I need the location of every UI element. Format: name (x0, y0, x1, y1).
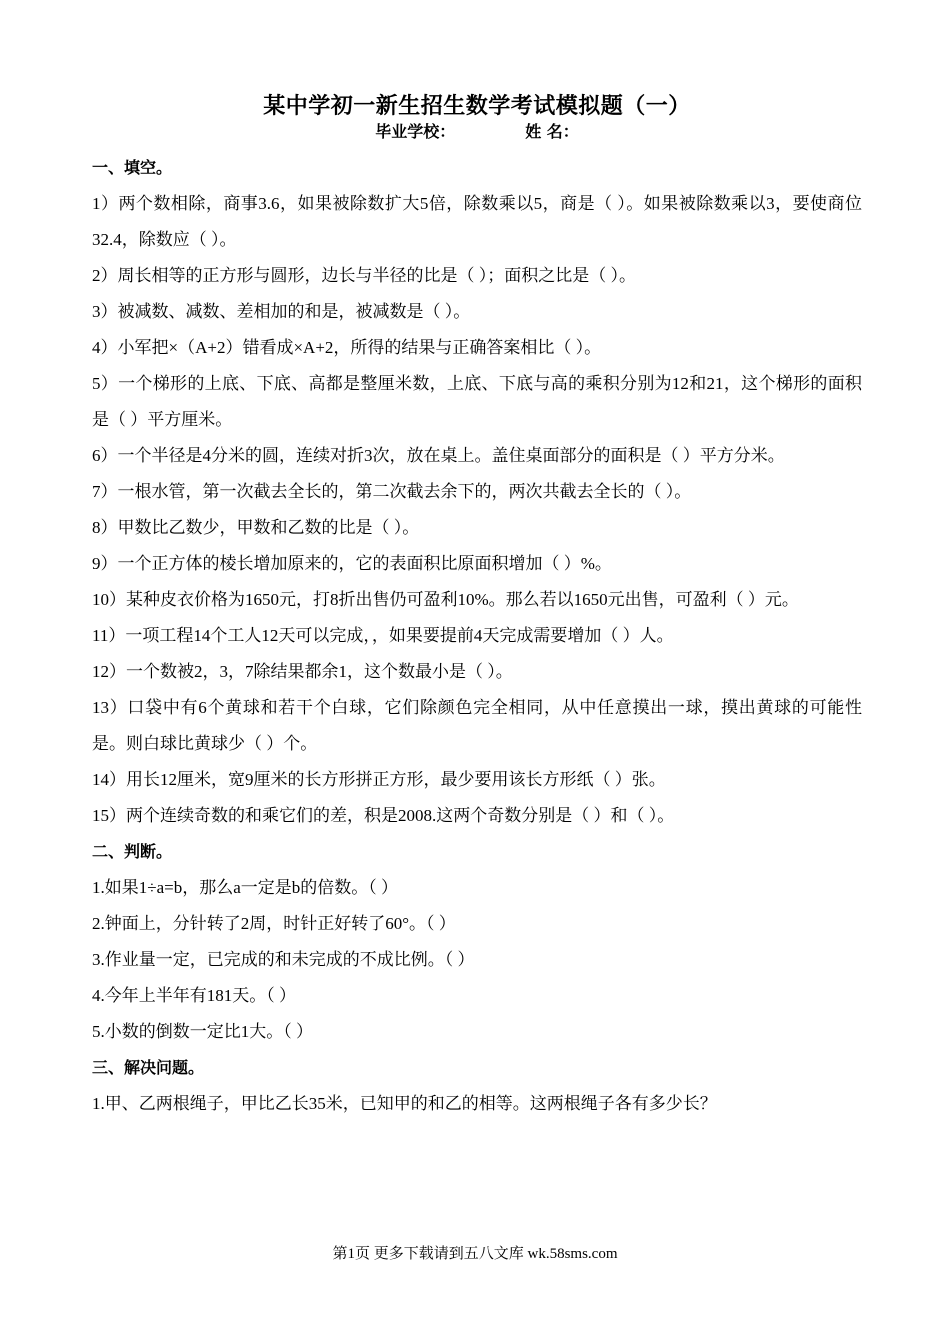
question-item: 11）一项工程14个工人12天可以完成，，如果要提前4天完成需要增加（ ）人。 (92, 626, 674, 645)
problem-item: 1.甲、乙两根绳子，甲比乙长35米，已知甲的和乙的相等。这两根绳子各有多少长？ (92, 1094, 717, 1113)
judgement-item: 1.如果1÷a=b，那么a一定是b的倍数。（ ） (92, 878, 399, 897)
judgement-item: 2.钟面上，分针转了2周，时针正好转了60°。（ ） (92, 914, 456, 933)
question-item: 1）两个数相除，商事3.6，如果被除数扩大5倍，除数乘以5，商是（ ）。如果被除数乘以3，要使商位32.4，除数应（ ）。 (92, 194, 862, 249)
page-footer: 第1页 更多下载请到五八文库 wk.58sms.com (332, 1246, 618, 1262)
judgement-item: 3.作业量一定，已完成的和未完成的不成比例。（ ） (92, 950, 475, 969)
question-item: 4）小军把×（A+2）错看成×A+2，所得的结果与正确答案相比（ ）。 (92, 338, 602, 357)
judgement-item: 5.小数的倒数一定比1大。（ ） (92, 1022, 313, 1041)
document-page (92, 92, 862, 1122)
question-item: 7）一根水管，第一次截去全长的，第二次截去余下的，两次共截去全长的（ ）。 (92, 482, 692, 501)
school-label: 毕业学校： (375, 122, 456, 141)
question-item: 5）一个梯形的上底、下底、高都是整厘米数，上底、下底与高的乘积分别为12和21，这个梯形的面积是（ ）平方厘米。 (92, 374, 862, 429)
page-title: 某中学初一新生招生数学考试模拟题（一） (263, 94, 691, 119)
question-item: 3）被减数、减数、差相加的和是，被减数是（ ）。 (92, 302, 471, 321)
section-heading-fill-blank: 一、填空。 (92, 158, 173, 177)
name-label: 姓 名： (525, 122, 579, 141)
judgement-item: 4.今年上半年有181天。（ ） (92, 986, 296, 1005)
question-item: 14）用长12厘米，宽9厘米的长方形拼正方形，最少要用该长方形纸（ ）张。 (92, 770, 666, 789)
section-heading-problem-solving: 三、解决问题。 (92, 1058, 205, 1077)
student-info-line (92, 122, 862, 142)
question-item: 12）一个数被2，3，7除结果都余1，这个数最小是（ ）。 (92, 662, 513, 681)
question-item: 2）周长相等的正方形与圆形，边长与半径的比是（ ）；面积之比是（ ）。 (92, 266, 636, 285)
question-item: 9）一个正方体的棱长增加原来的，它的表面积比原面积增加（ ）%。 (92, 554, 612, 573)
question-item: 13）口袋中有6个黄球和若干个白球，它们除颜色完全相同，从中任意摸出一球，摸出黄球的可能性是。则白球比黄球少（ ）个。 (92, 698, 862, 753)
section-heading-true-false: 二、判断。 (92, 842, 173, 861)
question-item: 6）一个半径是4分米的圆，连续对折3次，放在桌上。盖住桌面部分的面积是（ ）平方分米。 (92, 446, 785, 465)
question-item: 10）某种皮衣价格为1650元，打8折出售仍可盈利10%。那么若以1650元出售，可盈利（ ）元。 (92, 590, 799, 609)
question-item: 8）甲数比乙数少，甲数和乙数的比是（ ）。 (92, 518, 420, 537)
question-item: 15）两个连续奇数的和乘它们的差，积是2008.这两个奇数分别是（ ）和（ ）。 (92, 806, 675, 825)
